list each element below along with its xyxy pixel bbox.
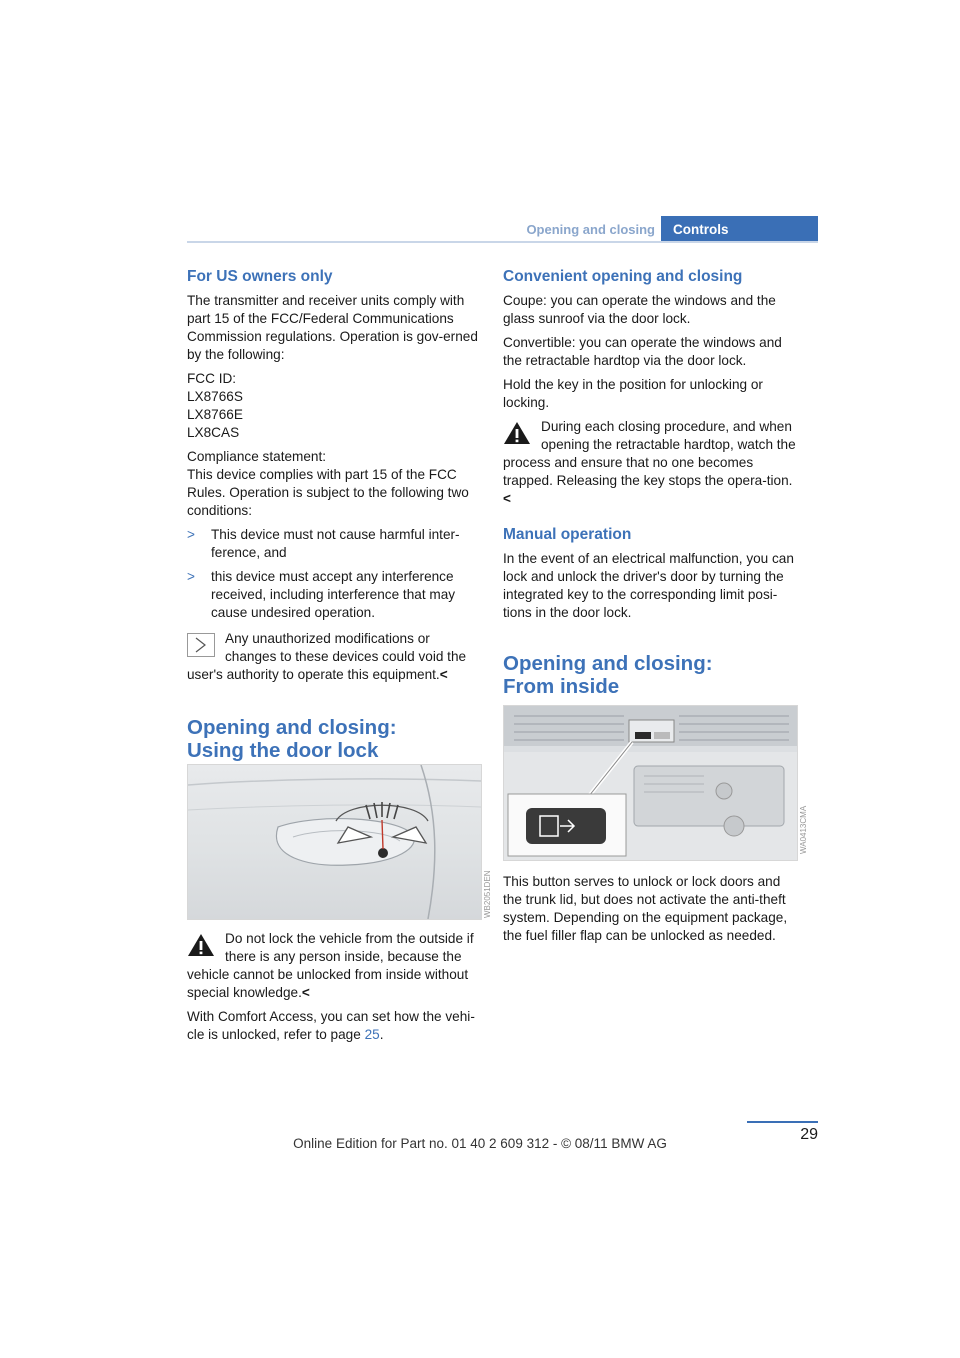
- right-column: [503, 268, 797, 698]
- figure-code: WA0413CMA: [799, 805, 808, 854]
- footer-rule: [747, 1121, 818, 1123]
- door-lock-illustration: [187, 764, 482, 920]
- warning-text: During each closing procedure, and when opening the retractable hardtop, watch the process and ensure that no one becomes trapped. Releasing the key stops the opera-tion.: [503, 419, 796, 488]
- fcc-id-value: LX8CAS: [187, 425, 240, 440]
- interior-drawing: [504, 706, 797, 860]
- convertible-paragraph: Convertible: you can operate the windows and the retractable hardtop via the door lock.: [503, 335, 782, 368]
- note-block: [187, 630, 481, 684]
- title-line-2: From inside: [503, 675, 620, 698]
- left-column-lower: [187, 930, 481, 1050]
- bullet-marker: >: [187, 569, 195, 584]
- end-mark: <: [439, 667, 448, 682]
- us-owners-paragraph: The transmitter and receiver units comply with part 15 of the FCC/Federal Communications Commission regulations. Operation is gov-erned by the following:: [187, 293, 478, 362]
- comfort-text: With Comfort Access, you can set how the vehi-cle is unlocked, refer to page: [187, 1009, 475, 1042]
- bullet-marker: >: [187, 527, 195, 542]
- hold-key-paragraph: Hold the key in the position for unlocking or locking.: [503, 377, 763, 410]
- warning-block: [187, 930, 481, 1002]
- fcc-id-value: LX8766E: [187, 407, 243, 422]
- fcc-id-value: LX8766S: [187, 389, 243, 404]
- title-line-1: Opening and closing:: [187, 716, 397, 739]
- us-owners-heading: For US owners only: [187, 268, 333, 285]
- manual-operation-heading: Manual operation: [503, 526, 632, 543]
- interior-button-illustration: [503, 705, 798, 861]
- warning-block: [503, 418, 797, 508]
- from-inside-section-title: [503, 652, 797, 698]
- bullet-text: this device must accept any interference received, including interference that may cause undesired operation.: [211, 569, 456, 620]
- title-line-2: Using the door lock: [187, 739, 379, 762]
- inside-button-paragraph: This button serves to unlock or lock doors and the trunk lid, but does not activate the anti-theft system. Depending on the equipment package, the fuel filler flap can be unlocked as needed.: [503, 874, 788, 943]
- end-mark: <: [301, 985, 310, 1000]
- convenient-heading: Convenient opening and closing: [503, 268, 743, 285]
- header-rule: [187, 241, 818, 243]
- end-mark: <: [503, 491, 511, 506]
- bullet-item: [187, 526, 481, 562]
- fcc-id-block: [187, 370, 481, 442]
- compliance-text: This device complies with part 15 of the FCC Rules. Operation is subject to the following two conditions:: [187, 467, 469, 518]
- warning-triangle-icon: [503, 421, 531, 445]
- title-line-1: Opening and closing:: [503, 652, 713, 675]
- bullet-item: [187, 568, 481, 622]
- footer-edition-text: Online Edition for Part no. 01 40 2 609 312 - © 08/11 BMW AG: [293, 1136, 667, 1151]
- note-text: Any unauthorized modifications or changes to these devices could void the user's authority to operate this equipment.: [187, 631, 467, 682]
- left-column: [187, 268, 481, 762]
- manual-operation-paragraph: In the event of an electrical malfunction, you can lock and unlock the driver's door by turning the integrated key to the corresponding limit posi-tions in the door lock.: [503, 551, 794, 620]
- page-number: 29: [800, 1126, 818, 1143]
- running-header-tab: Controls: [661, 216, 818, 242]
- compliance-label: Compliance statement:: [187, 449, 327, 464]
- compliance-block: [187, 448, 481, 520]
- figure-code: WB2051DEN: [483, 870, 492, 918]
- note-arrow-icon: [187, 633, 215, 657]
- warning-text: Do not lock the vehicle from the outside if there is any person inside, because the vehicle cannot be unlocked from inside without special knowledge.: [187, 931, 474, 1000]
- right-column-lower: [503, 873, 797, 951]
- running-header-section: Opening and closing: [526, 222, 655, 237]
- fcc-id-label: FCC ID:: [187, 371, 237, 386]
- warning-triangle-icon: [187, 933, 215, 957]
- door-lock-section-title: [187, 716, 481, 762]
- bullet-text: This device must not cause harmful inter-ference, and: [211, 527, 460, 560]
- comfort-access-paragraph: [187, 1008, 481, 1044]
- page-reference-link[interactable]: 25: [364, 1027, 380, 1042]
- door-lock-drawing: [188, 765, 481, 919]
- coupe-paragraph: Coupe: you can operate the windows and the glass sunroof via the door lock.: [503, 293, 776, 326]
- period: .: [379, 1027, 384, 1042]
